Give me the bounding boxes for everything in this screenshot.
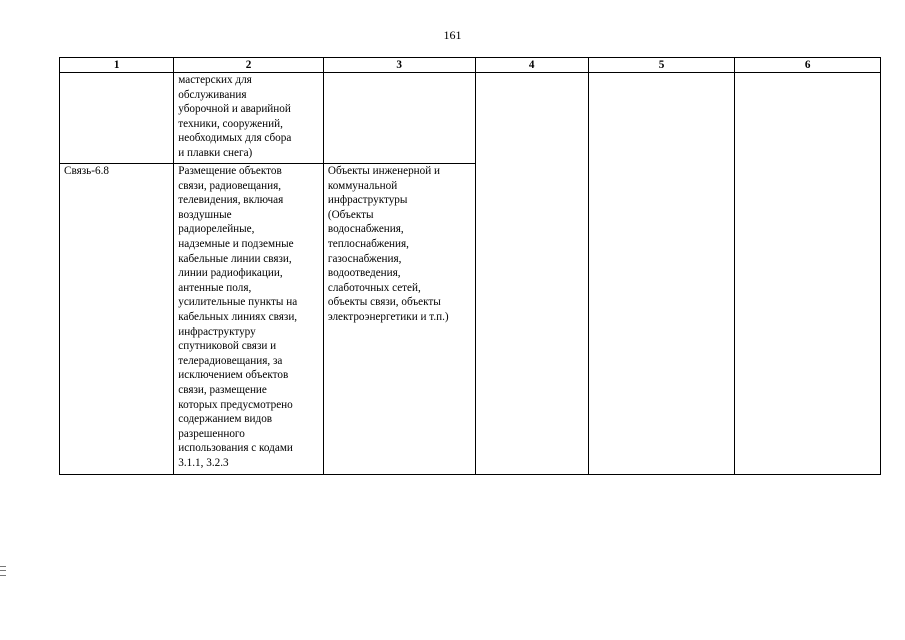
page-number: 161 [443,28,462,42]
cell-code [60,73,174,164]
cell-description [174,73,324,164]
column-header-1: 1 [60,58,174,73]
cell-col6 [735,73,881,475]
table-header-row [60,58,881,73]
scan-margin-mark [0,566,6,576]
column-header-3: 3 [323,58,475,73]
cell-code [60,164,174,475]
column-header-4: 4 [475,58,588,73]
column-header-6: 6 [735,58,881,73]
table-row [60,73,881,164]
column-header-5: 5 [588,58,735,73]
cell-text: мастерских для обслуживания уборочной и аварийной техники, сооружений, необходимых для сбора и плавки снега) [178,74,292,159]
cell-description [174,164,324,475]
cell-text: Объекты инженерной и коммунальной инфраструктуры (Объекты водоснабжения, теплоснабжения, газоснабжения, водоотведения, слаботочных сетей, объекты связи, объекты электроэнергетики и т.п.) [327,165,449,323]
column-header-2: 2 [174,58,324,73]
cell-col4 [475,73,588,475]
cell-objects [323,164,475,475]
cell-col5 [588,73,735,475]
cell-objects [323,73,475,164]
land-use-table [59,57,881,475]
cell-text: Связь-6.8 [64,165,109,177]
cell-text: Размещение объектов связи, радиовещания, телевидения, включая воздушные радиорелейные, надземные и подземные кабельные линии связи, линии радиофикации, антенные поля, усилительные пункты на кабельных линиях связи, инфраструктуру спутниковой связи и телерадиовещания, за исключением объектов связи, размещение которых предусмотрено содержанием видов разрешенного использования с кодами 3.1.1, 3.2.3 [178,165,298,469]
